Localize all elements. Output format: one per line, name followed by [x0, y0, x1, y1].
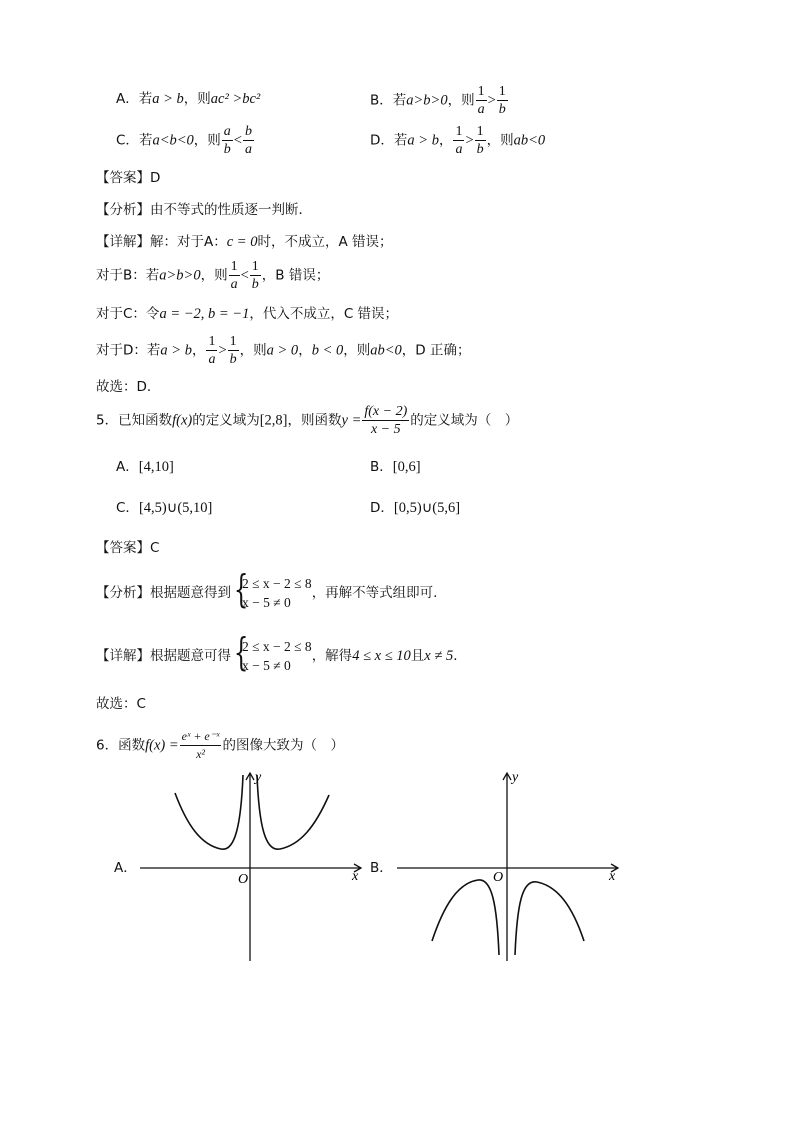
q4-option-d: D．若a > b， $\frac{1}{a}$ > $\frac{1}{b}$ ，则ab<0: [370, 124, 546, 157]
q4-option-c: C．若a<b<0，则 $\frac{a}{b}$ < $\frac{b}{a}$: [116, 124, 252, 157]
q5-stem: 5．已知函数f(x)的定义域为[2,8]，则函数y = $\frac{f(x - 2)}{x - 5}$ 的定义域为（ ）: [96, 404, 519, 437]
curve-right: [257, 775, 329, 849]
q4-option-a: A．若a > b，则ac² >bc²: [116, 91, 261, 107]
graph-b: [392, 765, 627, 970]
q5-option-c: C．[4,5)∪(5,10]: [116, 500, 213, 516]
fraction: $\frac{1}{b}$: [498, 84, 506, 117]
fraction: $\frac{1}{a}$: [208, 334, 216, 367]
q4-option-b: B．若a>b>0，则 $\frac{1}{a}$ > $\frac{1}{b}$: [370, 84, 506, 117]
q4-detail-line-3: 对于C：令a = −2, b = −1，代入不成立，C 错误；: [96, 306, 399, 322]
x-axis-label: x: [609, 869, 616, 884]
graph-a-label: A．: [114, 860, 137, 876]
fraction: $\frac{1}{b}$: [251, 259, 259, 292]
inequality-system: { 2 ≤ x − 2 ≤ 8 x − 5 ≠ 0: [233, 567, 312, 611]
fraction: $\frac{1}{b}$: [229, 334, 237, 367]
origin-label: O: [493, 870, 504, 885]
fraction: $\frac{a}{b}$: [223, 124, 231, 157]
curve-right: [515, 882, 584, 955]
fraction: $\frac{1}{a}$: [230, 259, 238, 292]
q5-option-d: D．[0,5)∪(5,6]: [370, 500, 461, 516]
q5-answer: 【答案】C: [96, 540, 160, 556]
q5-choose: 故选：C: [96, 696, 146, 712]
q5-detail: 【详解】根据题意可得 { 2 ≤ x − 2 ≤ 8 x − 5 ≠ 0 ，解得4 ≤ x ≤ 10且x ≠ 5．: [96, 630, 467, 674]
fraction: $\frac{1}{a}$: [477, 84, 485, 117]
graph-a: [135, 765, 370, 970]
y-axis-label: y: [512, 770, 519, 785]
q5-analysis: 【分析】根据题意得到 { 2 ≤ x − 2 ≤ 8 x − 5 ≠ 0 ，再解不等式组即可.: [96, 567, 438, 611]
y-axis-label: y: [255, 770, 262, 785]
curve-left: [432, 880, 499, 955]
q4-detail-line-4: 对于D：若a > b， $\frac{1}{a}$ > $\frac{1}{b}$ ，则a > 0，b < 0，则ab<0，D 正确；: [96, 334, 471, 367]
graph-b-label: B．: [370, 860, 393, 876]
inequality-system: { 2 ≤ x − 2 ≤ 8 x − 5 ≠ 0: [233, 630, 312, 674]
fraction: $\frac{f(x - 2)}{x - 5}$: [364, 404, 408, 437]
origin-label: O: [238, 872, 249, 887]
q5-option-b: B．[0,6]: [370, 459, 421, 475]
curve-left: [175, 775, 243, 849]
q6-stem: 6．函数f(x) = $\frac{\text{eˣ + e⁻ˣ}}{\text{x²}}$ 的图像大致为（ ）: [96, 729, 344, 761]
fraction: $\frac{b}{a}$: [244, 124, 252, 157]
fraction: $\frac{1}{a}$: [455, 124, 463, 157]
q4-choose: 故选：D．: [96, 379, 161, 395]
fraction: $\frac{\text{eˣ + e⁻ˣ}}{\text{x²}}$: [181, 729, 220, 761]
fraction: $\frac{1}{b}$: [476, 124, 484, 157]
q4-answer: 【答案】D: [96, 170, 161, 186]
q4-detail-line-1: 【详解】解：对于A：c = 0时，不成立，A 错误；: [96, 234, 393, 250]
q4-detail-line-2: 对于B：若a>b>0，则 $\frac{1}{a}$ < $\frac{1}{b}$ ，B 错误；: [96, 259, 330, 292]
q5-option-a: A．[4,10]: [116, 459, 174, 475]
q4-analysis: 【分析】由不等式的性质逐一判断．: [96, 202, 312, 218]
x-axis-label: x: [352, 869, 359, 884]
